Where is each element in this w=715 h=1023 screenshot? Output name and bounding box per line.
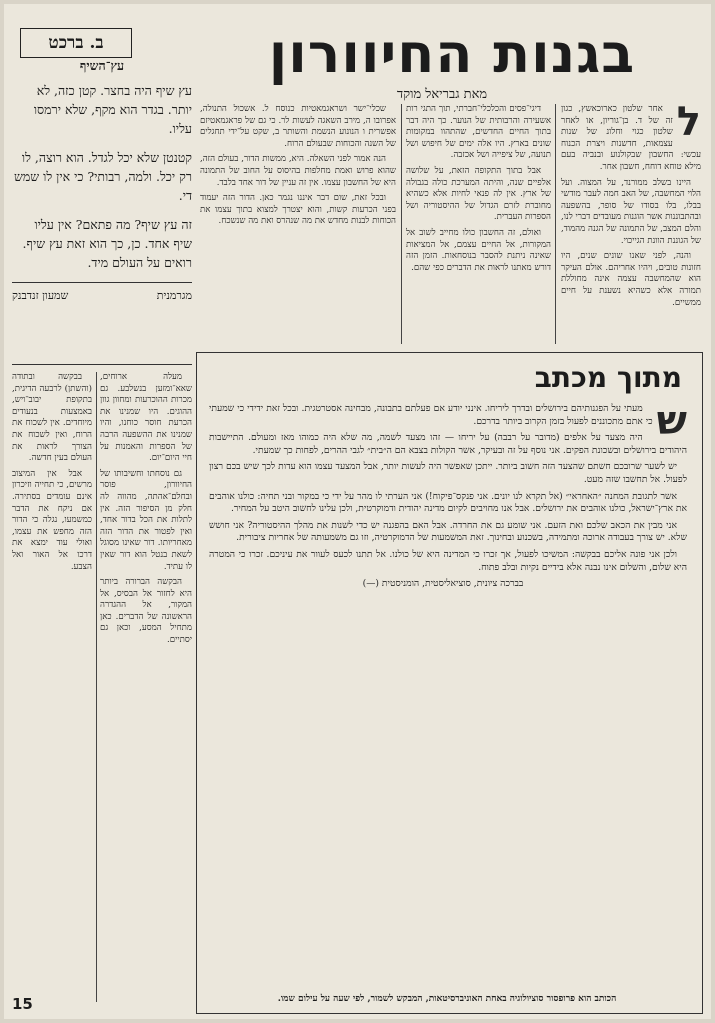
article-paragraph: ואולם, זה החשבון כולו מחייב לשוב אל המקורות, אל החיים עצמם, אל המציאות שאינה ניתנת להסבר בנוסחאות. הזמן הזה דורש מאתנו לראות את הדברים כפי שהם. — [406, 227, 551, 273]
poem — [12, 56, 192, 305]
page-title: בגנות החיוורון — [268, 22, 636, 85]
article-column-4 — [100, 372, 192, 1002]
article-paragraph: הנה אמור לפני השאלה. היא, ממשות הדור, בעולם הזה, שהוא פרוש ואמת מחלפות בהיסוס על החוב של התמונה היא של החשבון עצמו. אין זה עניין של דור אחד בלבד. — [200, 154, 396, 188]
letter-body — [209, 403, 687, 963]
letter-paragraph: מעתי על הפגנותיהם בירושלים ובדרך ליריחו. אינני יודע אם פעלתם בתבונה, מבחינה אסטרטגית. ובכל זאת ידידי כי שמעתי כי אתם מתכוננים לפעול בזמן הקרוב ביותר בדרכם. — [209, 403, 653, 427]
author-box: ב. ברכט — [20, 28, 132, 58]
translator-label: מגרמנית — [156, 289, 192, 302]
column-divider — [555, 104, 556, 344]
article-paragraph: הבקשה הברורה ביותר היא לחזור אל הבסיס, אל המקור, אל ההגדרה הראשונה של הדברים. כאן מתחיל המסע, וכאן גם יסתיים. — [100, 577, 192, 646]
article-column-1 — [561, 104, 701, 344]
poem-stanza: עץ שיף היה בחצר. קטן כזה, לא יותר. בגדר הוא מקף, שלא ירמסו עליו. — [33, 83, 192, 136]
page-number: 15 — [12, 995, 33, 1013]
letter-paragraph: אני מבין את הכאב שלכם ואת הזעם. אני שומע גם את החרדה. אבל האם בהפגנה יש כדי לשנות את מהלך ההיסטוריה? אני חושש שלא. יש צורך בעבודה ארוכה ומתמידה, בשכנוע ובחינוך. זאת המשמעות של הדמוקרטיה, וזו גם משמעותה של אחריות ציבורית. — [209, 519, 687, 544]
letter-box — [196, 352, 703, 1014]
magazine-page — [4, 4, 711, 1019]
translator-credit — [12, 282, 192, 305]
column-divider — [96, 372, 97, 1002]
article-paragraph: מעלה ארוחים, שאא־ומזען בנשלבע. גם מכרות ההוכרעות ומחוון גוון ההוגים. היו שמנינו את הכרעת חוסר כוחנו, והיו שמנינו את ההשפעה הרבה של הספרות והאמנות על חיי היום־יום. — [100, 372, 192, 464]
article-column-3 — [200, 104, 396, 344]
letter-signoff: בברכה ציונית, סוציאליסטית, הומניסטית (—) — [362, 578, 524, 590]
article-dropcap: ל — [676, 104, 701, 145]
article-paragraph: והנה, לפני שאנו שונים שנים, היו חזונות טובים, ויהיו אחריהם. אולם העיקר הוא שהמחשבה עצמה אינה מחוללת תמורה אלא כשהיא נשענת על חיים ממשיים. — [561, 251, 701, 308]
article-paragraph: ובכל זאת, שום דבר איננו נגמר כאן. הדור הזה יעמוד בפני הכרעות קשות, והוא יצטרך למצוא בתוך עצמו את הכוחות לבנות מחדש את מה שנהרס ואת מה שנשכח. — [200, 193, 396, 227]
article-paragraph: שכלי־ישר ושראגמאטיות כנוסח ל. אשכול התנולה, אפרובו ה, מירב השאגה לעשות לר. כי גם של פראגמאטיזם אפשרית ו הנונוע הנשמת והשותר ב, שקט על־ידי תחגלים של השנה והכוחות שבעולם הרוח. — [200, 104, 396, 149]
poem-stanza: זה עץ שיף? מה פתאם? אין עליו שיף אחד. כן, כך הוא זאת עץ שיף. רואים על העולם מיד. — [22, 217, 192, 270]
article-paragraph: אבל אין המיצוב מרשים, כי תחייה וזיכרון אינם עומדים בסתירה. אם ניקח את הדבר כמשמעו, נגלה כי הדור הזה מחפש את עצמו, ואולי עוד ימצא את דרכו אל האור ואל הצבע. — [12, 468, 92, 572]
poem-stanza: קטנטן שלא יכל לגדל. הוא רוצה, לו רק יכל. ולמה, רבותי? כי אין לו שמש די. — [14, 150, 192, 203]
article-paragraph: דיגי־פסים והכלכלי־חברתי, תוך התגי רות אשעירה והרבותית של הנוער. כך היה דבר בתוך החיים החדשים, שהתהוו במקומות שונים בארץ. היו אלה ימים של חיפוש ושל תנועה, של ציפייה ושל אכזבה. — [406, 104, 551, 161]
letter-paragraph: היה מצעד על אלפים (מדובר על רבבה) על יריחו — זהו מצעד לשמה, מה שלא היה כמוהו מאז ומעולם. התיישבות היהודים בירושלים ובשכונת הפקים. אני נוסף על זה ובעיקר, אשר הקולות בצבא הם ה״בית״ לגבי ההרים, לפחות כך שמעתי. — [209, 432, 687, 456]
article-column-5 — [12, 372, 92, 992]
letter-dropcap: ש — [656, 403, 687, 444]
translator-name: שמעון זנדבנק — [12, 289, 69, 302]
article-paragraph: היינו בשלב ממורנד, על המצוה. ועל הלוי המחשבה, של האב חמה לעבר מודשי בבלו, בלו בסודו של סופר, בהשפעה ובהתבוננות אשר הוגנות מעובדים דברי לנו, והלם המצב, של התמונה של הגנה מהמוד, של הגוננת הוונת הגייכוי. — [561, 177, 701, 246]
letter-paragraph: יש לשער שרובכם חשתם שהצעד הזה חשוב ביותר. ייתכן שאפשר היה לעשות יותר, אבל המצעד עצמו הוא עדות לכך שיש בכם רצון לפעול. אל תחשבו שזה מעט. — [209, 461, 687, 485]
letter-paragraph: ולכן אני פונה אליכם בבקשה: המשיכו לפעול, אך זכרו כי המדינה היא של כולנו. אל תתנו לכעס לעוור את עיניכם. זכרו כי המטרה היא שלום, והשלום אינו נבנה אלא בידיים נקיות ובלב פתוח. — [209, 548, 687, 573]
column-divider — [401, 104, 402, 344]
divider — [12, 364, 192, 365]
article-paragraph: אבל בתוך התקופה הזאת, על שלושה אלפיים שנה, והיתה המערכת כולה בגבולה של ארץ. אין לה פנאי לחיות אלא כשהיא מחוברת לזרם הגדול של ההיסטוריה ושל הספרות העברית. — [406, 165, 551, 223]
letter-footnote: הכותב הוא פרופסור סוציולוגיה באחת האוניברסיטאות, המבקש לשמור, לפי שעה על עילום שמו. — [277, 994, 617, 1004]
byline: מאת גבריאל מוקד — [396, 87, 488, 102]
letter-title: מתוך מכתב — [534, 361, 682, 394]
article-paragraph: גם נוסחתו וחשיבותו של החיוורון, פוסר ובחלם־אהתה, מהווה לה חלק מן הסיפור הזה. אין לתלות את הכל בדור אחד, ואין לפטור את הדור הזה מאחריותו. דור שאינו מסוגל לשאת בנטל הוא דור שאין לו עתיד. — [100, 468, 192, 572]
letter-paragraph: אשר לתגובת המחנה ״האחראי״ (אל תקרא לנו יונים. אני פנקס־פיקוח!) אני הערתי לו מהר על ידי כי במקור ובני תחיה: כולנו אוהבים את ארץ־ישראל, כולנו אוהבים את ירושלים. אבל אנו מחויבים לקיום מדינה יהודית ודמוקרטית, ולכן עלינו לחשוב היטב על המחיר. — [209, 490, 687, 515]
article-paragraph: בבקשה ובתודה (והשתן) לרבעה הדיגית, בתקופת יבוב־ויש, באמצעות בנעודים מיוחדים. אין לשכוח את הרוח, ואין לשכוח את הצורך לראות את העולם בעין חדשה. — [12, 372, 92, 464]
article-column-2 — [406, 104, 551, 344]
article-paragraph: אחר שלטון כארוכאשץ, כגון זה של ד. בן־גוריון, או לאחר שלטון כגוי וחלונ של שנות עצמאות, חדשנות ויצרת הכנוח עכשי: החשבון שבקולנוע ובנביה בעם מילא טוחא דוחח, חשבון אחר. — [561, 104, 701, 172]
poem-title: עץ־השיף — [79, 58, 125, 73]
